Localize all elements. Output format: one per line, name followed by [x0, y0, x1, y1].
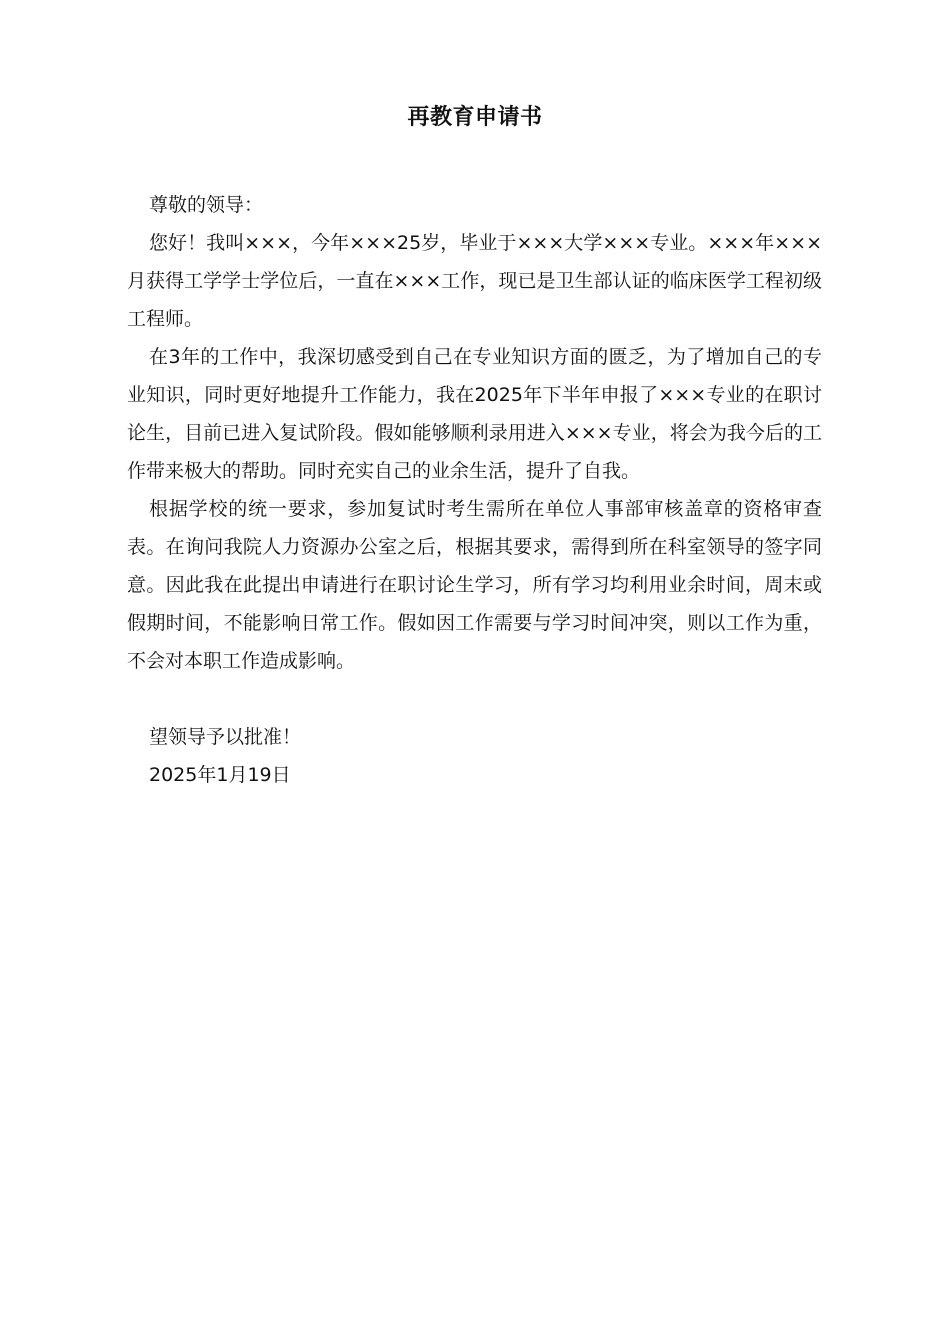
document-title: 再教育申请书	[407, 105, 543, 130]
paragraph-motivation: 在3年的工作中，我深切感受到自己在专业知识方面的匮乏，为了增加自己的专业知识，同时更好地提升工作能力，我在2025年下半年申报了×××专业的在职讨论生，目前已进入复试阶段。假如能够顺利录用进入×××专业，将会为我今后的工作带来极大的帮助。同时充实自己的业余生活，提升了自我。	[127, 346, 822, 482]
document-date: 2025年1月19日	[149, 764, 291, 786]
paragraph-request: 根据学校的统一要求，参加复试时考生需所在单位人事部审核盖章的资格审查表。在询问我院人力资源办公室之后，根据其要求，需得到所在科室领导的签字同意。因此我在此提出申请进行在职讨论生学习，所有学习均利用业余时间，周末或假期时间，不能影响日常工作。假如因工作需要与学习时间冲突，则以工作为重，不会对本职工作造成影响。	[127, 498, 822, 672]
document-body	[127, 186, 822, 794]
paragraph-spacer	[127, 680, 822, 718]
salutation: 尊敬的领导：	[149, 194, 264, 216]
closing-line: 望领导予以批准！	[149, 726, 302, 748]
paragraph-intro: 您好！我叫×××，今年×××25岁，毕业于×××大学×××专业。×××年×××月获得工学学士学位后，一直在×××工作，现已是卫生部认证的临床医学工程初级工程师。	[127, 232, 822, 330]
